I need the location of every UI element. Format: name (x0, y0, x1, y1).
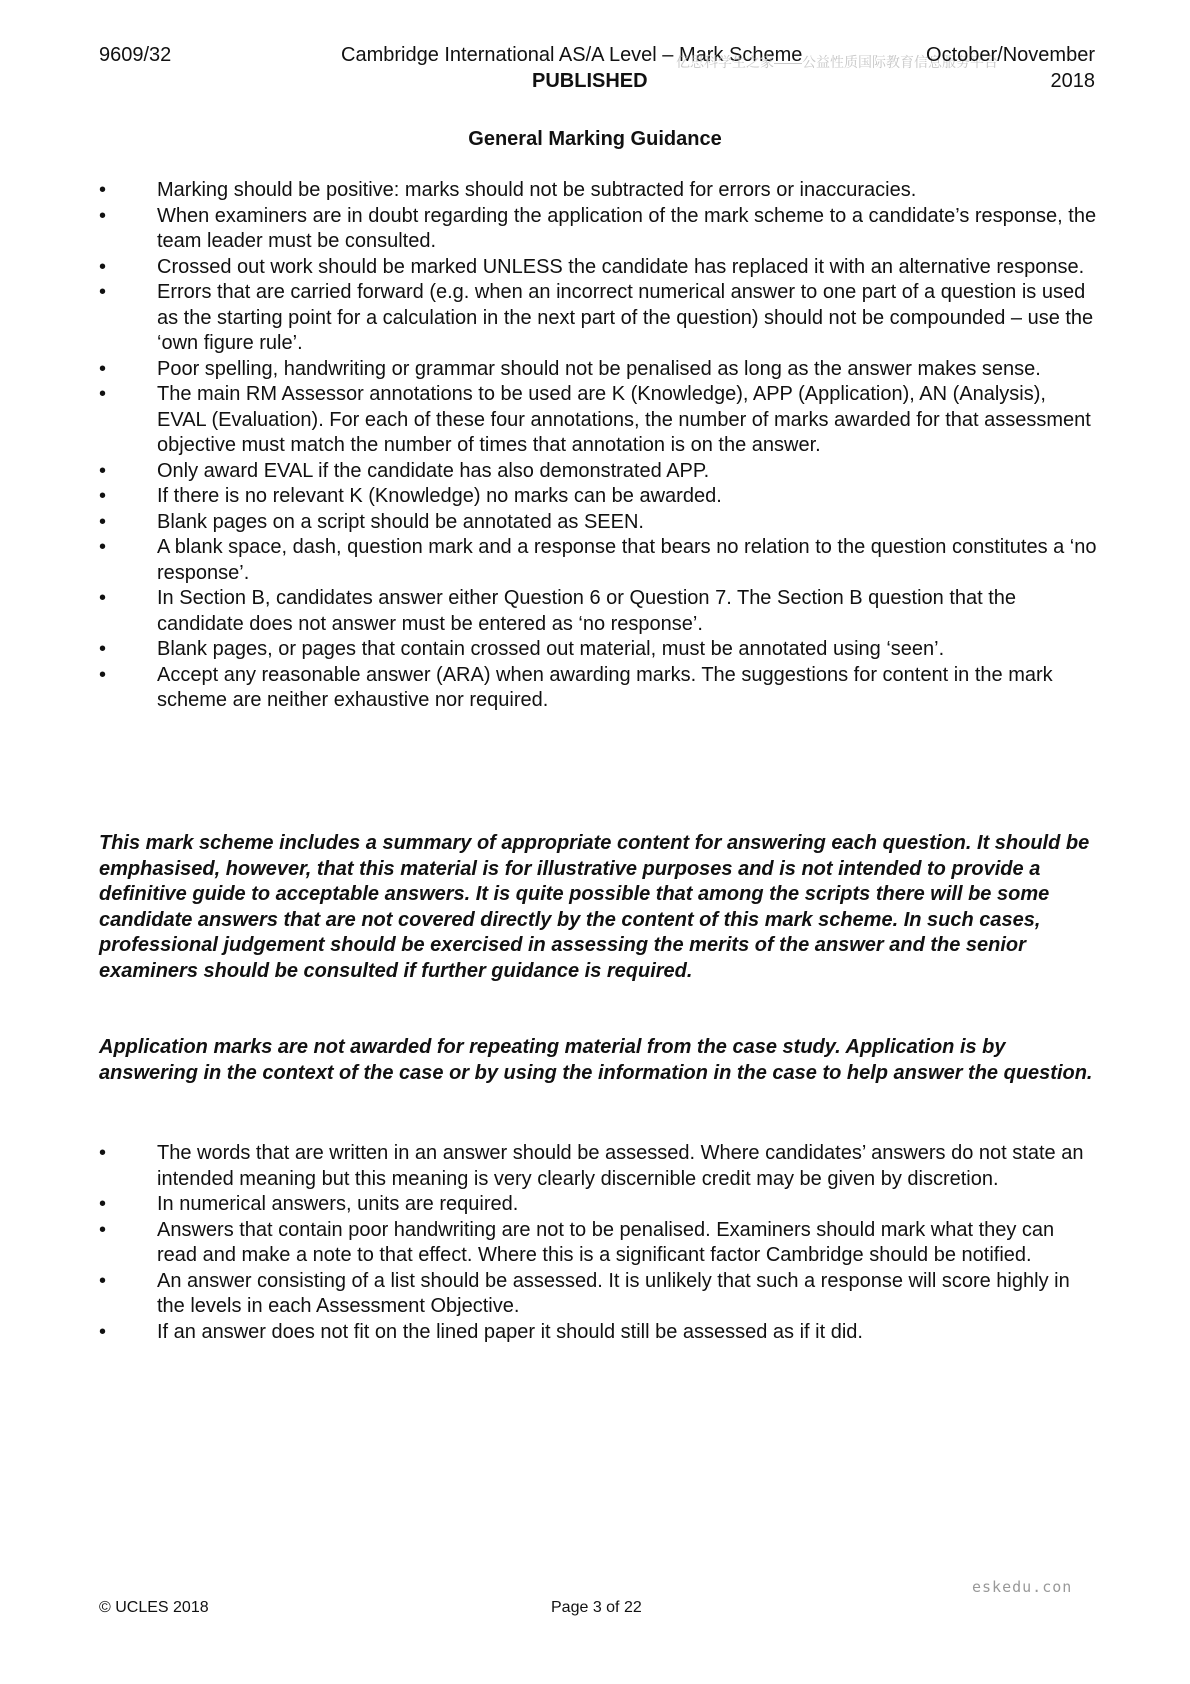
list-item (99, 586, 1099, 637)
list-item-text: A blank space, dash, question mark and a response that bears no relation to the question constitutes a ‘no response’. (157, 536, 1097, 584)
bullet-icon: • (99, 383, 107, 405)
list-item (99, 1141, 1099, 1192)
bullet-icon: • (99, 485, 107, 507)
list-item-text: The main RM Assessor annotations to be used are K (Knowledge), APP (Application), AN (Analysis), EVAL (Evaluation). For each of these four annotations, the number of marks awarded for that assessment objective must match the number of times that annotation is on the answer. (157, 383, 1091, 456)
list-item (99, 510, 1099, 536)
bullet-icon: • (99, 1142, 107, 1164)
bullet-icon: • (99, 255, 107, 278)
bullet-icon: • (99, 1218, 107, 1241)
list-item (99, 459, 1099, 485)
list-item (99, 178, 1099, 204)
list-item (99, 1218, 1099, 1269)
list-item (99, 255, 1099, 281)
list-item (99, 1320, 1099, 1346)
site-watermark: eskedu.con (972, 1578, 1073, 1596)
bullet-icon: • (99, 204, 107, 227)
list-item-text: If an answer does not fit on the lined paper it should still be assessed as if it did. (157, 1320, 863, 1343)
page-number: Page 3 of 22 (551, 1599, 642, 1616)
copyright: © UCLES 2018 (99, 1599, 209, 1616)
answer-assessment-list (99, 1141, 1099, 1345)
list-item (99, 484, 1099, 510)
list-item-text: When examiners are in doubt regarding the application of the mark scheme to a candidate’s response, the team leader must be consulted. (157, 204, 1097, 252)
bullet-icon: • (99, 1269, 107, 1292)
list-item-text: Blank pages on a script should be annotated as SEEN. (157, 510, 644, 533)
bullet-icon: • (99, 663, 107, 686)
list-item-text: Errors that are carried forward (e.g. when an incorrect numerical answer to one part of a question is used as the starting point for a calculation in the next part of the question) should not be compounded – use the ‘own figure rule’. (157, 281, 1094, 354)
list-item-text: If there is no relevant K (Knowledge) no marks can be awarded. (157, 485, 722, 507)
bullet-icon: • (99, 536, 107, 558)
bullet-icon: • (99, 1193, 107, 1215)
application-marks-note: Application marks are not awarded for repeating material from the case study. Application is by answering in the context of the case or by using the information in the case to help answer the question. (99, 1036, 1093, 1084)
list-item (99, 280, 1099, 357)
bullet-icon: • (99, 459, 107, 482)
list-item (99, 1269, 1099, 1320)
session-month: October/November (926, 44, 1095, 66)
bullet-icon: • (99, 1320, 107, 1343)
list-item (99, 663, 1099, 714)
bullet-icon: • (99, 281, 107, 303)
list-item-text: Accept any reasonable answer (ARA) when awarding marks. The suggestions for content in the mark scheme are neither exhaustive nor required. (157, 663, 1053, 711)
list-item-text: In Section B, candidates answer either Question 6 or Question 7. The Section B question that the candidate does not answer must be entered as ‘no response’. (157, 587, 1017, 635)
list-item-text: An answer consisting of a list should be assessed. It is unlikely that such a response will score highly in the levels in each Assessment Objective. (157, 1269, 1070, 1317)
document-title: Cambridge International AS/A Level – Mark Scheme (341, 44, 803, 66)
bullet-icon: • (99, 638, 107, 660)
guidance-list (99, 178, 1099, 714)
bullet-icon: • (99, 587, 107, 609)
session-year: 2018 (1050, 70, 1095, 92)
list-item (99, 535, 1099, 586)
list-item (99, 357, 1099, 383)
paper-code: 9609/32 (99, 44, 172, 66)
list-item-text: Poor spelling, handwriting or grammar should not be penalised as long as the answer makes sense. (157, 357, 1041, 380)
published-label: PUBLISHED (532, 70, 648, 92)
list-item-text: Only award EVAL if the candidate has also demonstrated APP. (157, 459, 710, 482)
list-item-text: In numerical answers, units are required. (157, 1193, 519, 1215)
watermark-text: 亿思科学生之家——公益性质国际教育信息服务平台 (676, 54, 998, 70)
content-summary-note: This mark scheme includes a summary of appropriate content for answering each question. It should be emphasised, however, that this material is for illustrative purposes and is not intended to provide a definitive guide to acceptable answers. It is quite possible that among the scripts there will be some candidate answers that are not covered directly by the content of this mark scheme. In such cases, professional judgement should be exercised in assessing the merits of the answer and the senior examiners should be consulted if further guidance is required. (99, 832, 1090, 982)
list-item-text: Crossed out work should be marked UNLESS the candidate has replaced it with an alternative response. (157, 255, 1085, 278)
bullet-icon: • (99, 179, 107, 201)
list-item-text: The words that are written in an answer should be assessed. Where candidates’ answers do not state an intended meaning but this meaning is very clearly discernible credit may be given by discretion. (157, 1142, 1084, 1190)
list-item (99, 204, 1099, 255)
bullet-icon: • (99, 510, 107, 533)
list-item (99, 1192, 1099, 1218)
list-item (99, 382, 1099, 459)
list-item-text: Marking should be positive: marks should not be subtracted for errors or inaccuracies. (157, 179, 917, 201)
list-item-text: Answers that contain poor handwriting are not to be penalised. Examiners should mark what they can read and make a note to that effect. Where this is a significant factor Cambridge should be notified. (157, 1218, 1055, 1266)
list-item-text: Blank pages, or pages that contain crossed out material, must be annotated using ‘seen’. (157, 638, 945, 660)
list-item (99, 637, 1099, 663)
section-heading: General Marking Guidance (468, 128, 722, 150)
bullet-icon: • (99, 357, 107, 380)
